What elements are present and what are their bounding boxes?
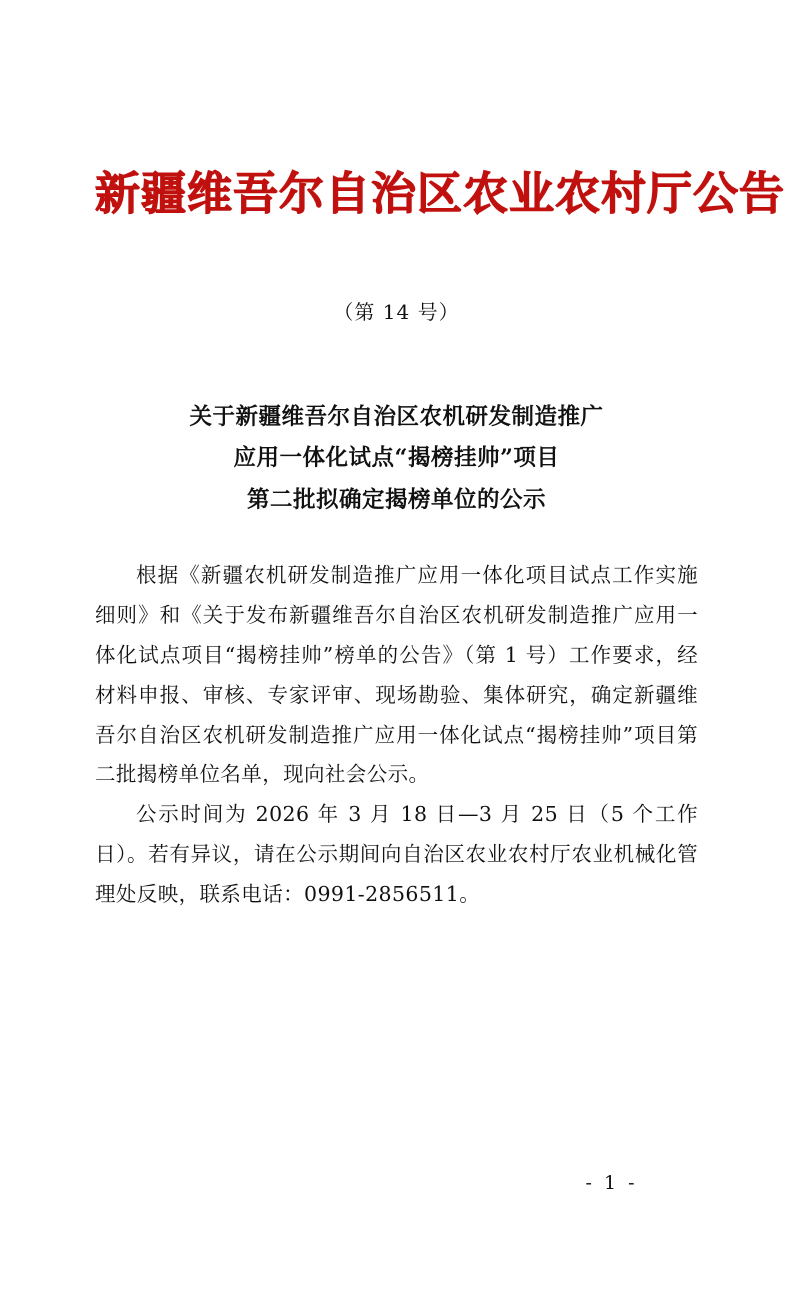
subject-line-1: 关于新疆维吾尔自治区农机研发制造推广 (189, 403, 604, 430)
document-number: （第 14 号） (333, 299, 460, 324)
subject-line-2: 应用一体化试点“揭榜挂帅”项目 (233, 445, 560, 472)
document-subject (95, 397, 698, 522)
document-body (95, 556, 698, 916)
body-paragraph-2: 公示时间为 2026 年 3 月 18 日—3 月 25 日（5 个工作日）。若有异议，请在公示期间向自治区农业农村厅农业机械化管理处反映，联系电话：0991-2856511。 (95, 802, 698, 907)
subject-line-3: 第二批拟确定揭榜单位的公示 (246, 487, 546, 513)
page-number: - 1 - (585, 1172, 638, 1194)
body-paragraph-1: 根据《新疆农机研发制造推广应用一体化项目试点工作实施细则》和《关于发布新疆维吾尔自治区农机研发制造推广应用一体化试点项目“揭榜挂帅”榜单的公告》（第 1 号）工作要求，经材料申报、审核、专家评审、现场勘验、集体研究，确定新疆维吾尔自治区农机研发制造推广应用一体化试点“揭榜挂帅”项目第二批揭榜单位名单，现向社会公示。 (95, 562, 698, 787)
page-title: 新疆维吾尔自治区农业农村厅公告 (95, 167, 786, 220)
